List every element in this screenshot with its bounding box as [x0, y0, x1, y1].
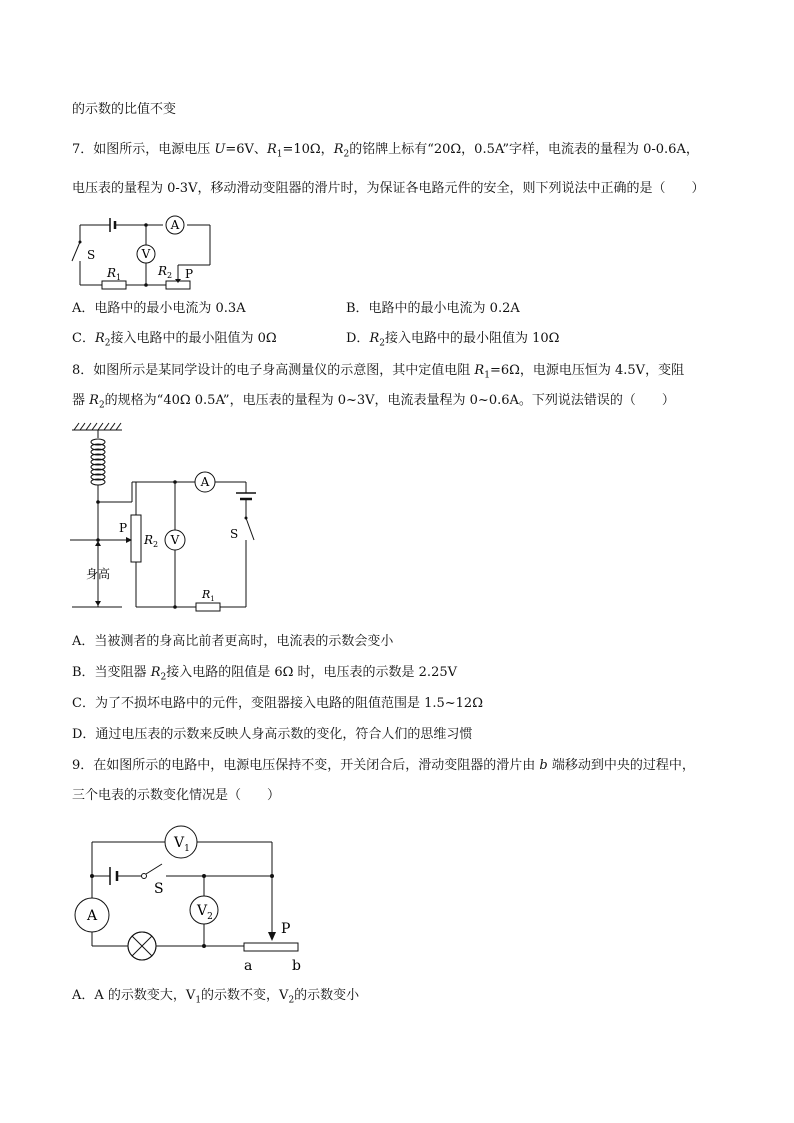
- q8-option-d[interactable]: D．通过电压表的示数来反映人身高示数的变化，符合人们的思维习惯: [72, 727, 473, 742]
- ammeter-label: A: [170, 218, 180, 232]
- q7-option-c[interactable]: C．$R_2$接入电路中的最小阻值为 0Ω: [72, 331, 277, 349]
- q9-stem-line1: 9．在如图所示的电路中，电源电压保持不变，开关闭合后，滑动变阻器的滑片由 b 端移动到中央的过程中，: [72, 758, 695, 773]
- switch-label: S: [87, 248, 96, 262]
- q8-option-b[interactable]: B．当变阻器 $R_2$接入电路的阻值是 6Ω 时，电压表的示数是 2.25V: [72, 665, 457, 683]
- q9-circuit-diagram: [70, 820, 310, 980]
- previous-question-fragment: 的示数的比值不变: [72, 102, 177, 117]
- q7-stem-line2: 电压表的量程为 0-3V，移动滑动变阻器的滑片时，为保证各电路元件的安全，则下列说法中正确的是（ ）: [72, 181, 705, 196]
- voltmeter-label: V: [141, 247, 151, 261]
- voltmeter-v2-label: $V_2$: [197, 903, 213, 922]
- terminal-b-label: b: [292, 958, 301, 974]
- q8-stem-line2: 器 $R_2$的规格为“40Ω 0.5A”，电压表的量程为 0~3V，电流表量程为 0~0.6A。下列说法错误的（ ）: [72, 393, 675, 411]
- q8-stem-line1: 8．如图所示是某同学设计的电子身高测量仪的示意图，其中定值电阻 $R_1=6\Omega$，电源电压恒为 4.5V，变阻: [72, 363, 685, 381]
- r1-label: $R_1$: [202, 588, 215, 603]
- q8-option-c[interactable]: C．为了不损坏电路中的元件，变阻器接入电路的阻值范围是 1.5~12Ω: [72, 696, 483, 711]
- r2-label: $R_2$: [144, 533, 159, 549]
- voltmeter-label: V: [170, 533, 180, 547]
- slider-label: P: [119, 521, 128, 535]
- q8-circuit-diagram: [60, 420, 270, 620]
- slider-label: P: [281, 921, 291, 937]
- height-label: 身高: [86, 567, 111, 581]
- q7-circuit-diagram: [60, 205, 230, 300]
- r1-label: $R_1$: [107, 266, 122, 282]
- q8-option-a[interactable]: A．当被测者的身高比前者更高时，电流表的示数会变小: [72, 634, 394, 649]
- q9-stem-line2: 三个电表的示数变化情况是（ ）: [72, 788, 281, 803]
- q7-option-d[interactable]: D．$R_2$接入电路中的最小阻值为 10Ω: [346, 331, 560, 349]
- q7-stem-line1: 7．如图所示，电源电压 U=6V、$R_1=10\Omega$，$R_2$的铭牌上标有“20Ω，0.5A”字样，电流表的量程为 0-0.6A，: [72, 142, 699, 160]
- q7-option-b[interactable]: B．电路中的最小电流为 0.2A: [346, 301, 520, 316]
- slider-label: P: [185, 267, 194, 281]
- voltmeter-v1-label: $V_1$: [174, 835, 190, 854]
- switch-label: S: [154, 881, 164, 897]
- terminal-a-label: a: [244, 958, 253, 974]
- ammeter-label: A: [200, 475, 210, 489]
- switch-label: S: [230, 527, 239, 541]
- r2-label: $R_2$: [158, 264, 173, 280]
- ammeter-label: A: [86, 908, 98, 924]
- q7-option-a[interactable]: A．电路中的最小电流为 0.3A: [72, 301, 246, 316]
- q9-option-a[interactable]: A．A 的示数变大，$V_1$的示数不变，$V_2$的示数变小: [72, 988, 360, 1006]
